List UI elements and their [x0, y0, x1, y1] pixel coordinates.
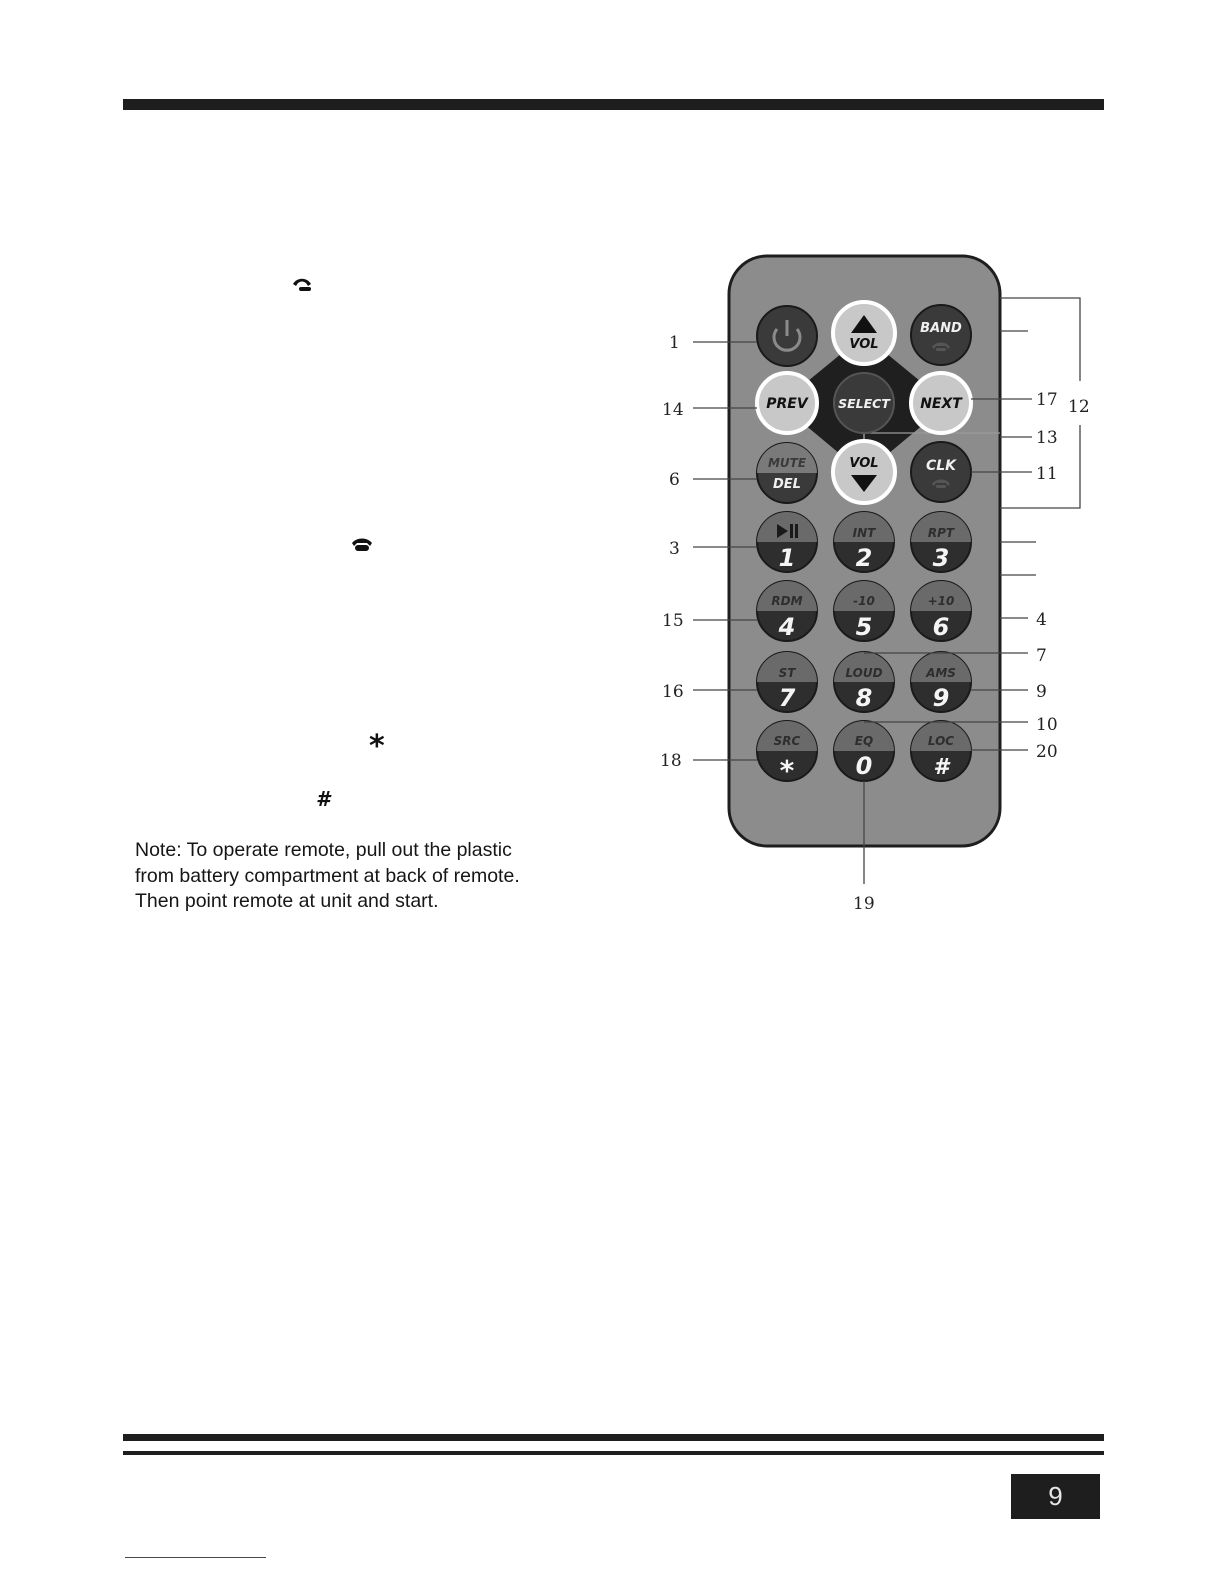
- callout-7: 7: [1036, 646, 1047, 666]
- next-button[interactable]: [911, 373, 971, 433]
- key-8-loud[interactable]: [834, 652, 894, 712]
- vol-down-label: VOL: [849, 456, 879, 471]
- note-line-3: Then point remote at unit and start.: [135, 890, 439, 912]
- key-2-label: 2: [855, 544, 873, 572]
- star-symbol: *: [369, 729, 385, 764]
- callout-12: 12: [1068, 397, 1090, 417]
- key-8-label: 8: [855, 684, 873, 712]
- key-hash-label: #: [933, 755, 949, 780]
- key-0-label: 0: [855, 752, 873, 780]
- callout-14: 14: [662, 400, 684, 420]
- footer-rule-thick: [123, 1434, 1104, 1441]
- select-label: SELECT: [838, 396, 890, 411]
- callout-9: 9: [1036, 682, 1047, 702]
- hash-symbol: #: [316, 787, 330, 811]
- key-4-label: 4: [778, 613, 796, 641]
- vol-up-button[interactable]: [833, 302, 895, 364]
- callout-19: 19: [853, 894, 875, 914]
- plus10-label: +10: [927, 594, 955, 608]
- rdm-label: RDM: [771, 594, 803, 608]
- callout-16: 16: [662, 682, 684, 702]
- callout-20: 20: [1036, 742, 1058, 762]
- callout-10: 10: [1036, 715, 1058, 735]
- loud-label: LOUD: [845, 666, 883, 680]
- callout-11: 11: [1036, 464, 1058, 484]
- page-number: 9: [1048, 1481, 1063, 1511]
- key-5-label: 5: [855, 613, 873, 641]
- key-1-label: 1: [778, 544, 796, 572]
- eq-label: EQ: [854, 734, 874, 748]
- key-4-rdm[interactable]: [757, 581, 817, 641]
- key-1-play-pause[interactable]: [757, 512, 817, 572]
- callout-17: 17: [1036, 390, 1058, 410]
- footer-rule-thin: [123, 1451, 1104, 1455]
- prev-button[interactable]: [757, 373, 817, 433]
- key-5-minus10[interactable]: [834, 581, 894, 641]
- mute-label: MUTE: [767, 456, 807, 470]
- key-7-label: 7: [778, 684, 796, 712]
- prev-label: PREV: [766, 396, 808, 412]
- callout-13: 13: [1036, 428, 1058, 448]
- clk-button[interactable]: [911, 442, 971, 502]
- key-2-int[interactable]: [834, 512, 894, 572]
- callout-3: 3: [669, 539, 680, 559]
- key-6-plus10[interactable]: [911, 581, 971, 641]
- key-3-rpt[interactable]: [911, 512, 971, 572]
- key-0-eq[interactable]: [834, 721, 894, 781]
- select-button[interactable]: [834, 373, 894, 433]
- key-3-label: 3: [932, 544, 950, 572]
- minus10-label: -10: [853, 594, 875, 608]
- key-6-label: 6: [932, 613, 950, 641]
- mute-del-button[interactable]: [757, 443, 817, 503]
- del-label: DEL: [773, 477, 801, 492]
- note-line-2: from battery compartment at back of remote.: [135, 864, 520, 887]
- rpt-label: RPT: [927, 526, 955, 540]
- loc-label: LOC: [927, 734, 955, 748]
- callout-15: 15: [662, 611, 684, 631]
- footer-link-underline: [125, 1557, 266, 1558]
- callout-4: 4: [1036, 610, 1047, 630]
- key-hash-loc[interactable]: [911, 721, 971, 781]
- ams-label: AMS: [926, 666, 956, 680]
- callout-1: 1: [669, 333, 680, 353]
- note-line-1: Note: To operate remote, pull out the plastic: [135, 839, 512, 861]
- clk-label: CLK: [925, 458, 957, 474]
- callout-18: 18: [660, 751, 682, 771]
- int-label: INT: [852, 526, 876, 540]
- vol-up-label: VOL: [849, 337, 879, 352]
- callout-6: 6: [669, 470, 680, 490]
- st-label: ST: [778, 666, 796, 680]
- band-label: BAND: [920, 321, 962, 336]
- page-number-box: [1011, 1474, 1100, 1519]
- vol-down-button[interactable]: [833, 441, 895, 503]
- key-7-st[interactable]: [757, 652, 817, 712]
- power-button[interactable]: [757, 306, 817, 366]
- band-button[interactable]: [911, 305, 971, 365]
- key-star-label: *: [779, 754, 795, 787]
- next-label: NEXT: [920, 396, 962, 412]
- src-label: SRC: [773, 734, 801, 748]
- key-9-label: 9: [932, 684, 950, 712]
- key-9-ams[interactable]: [911, 652, 971, 712]
